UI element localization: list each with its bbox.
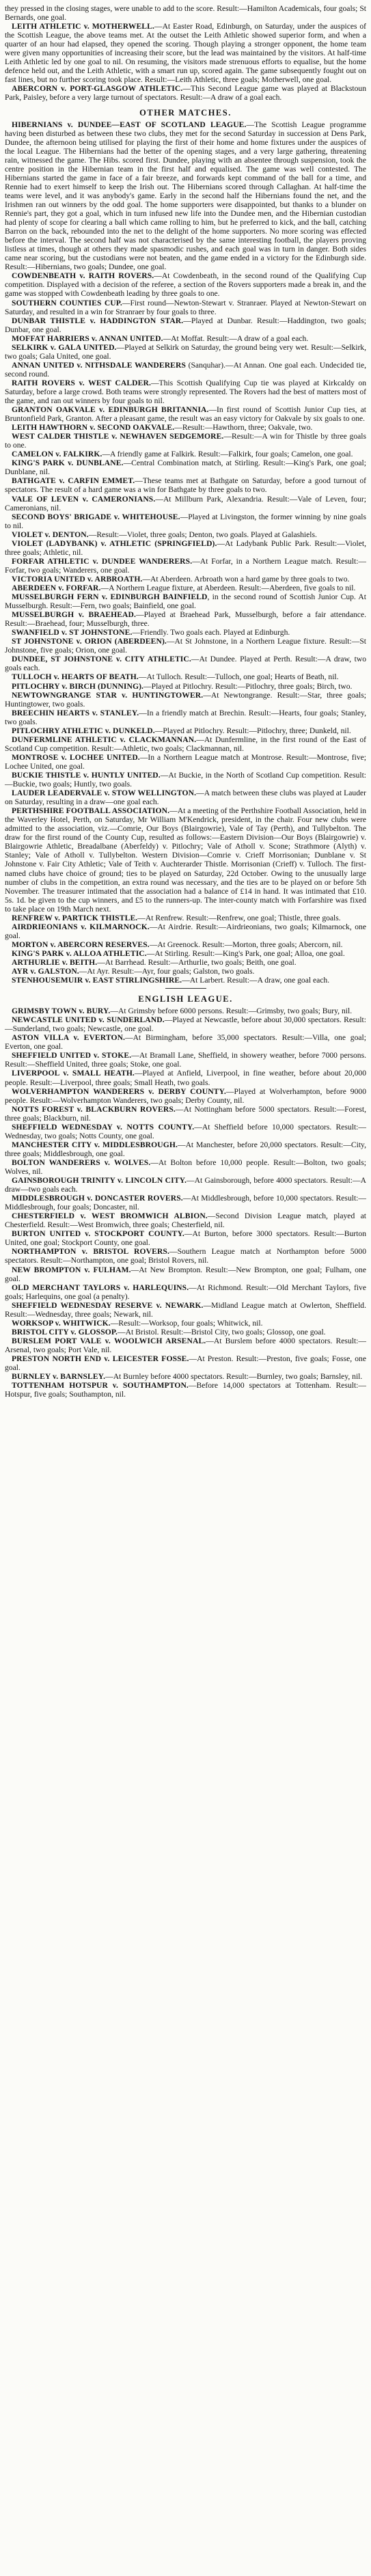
section-divider [165,988,206,989]
report-53: SHEFFIELD WEDNESDAY v. NOTTS COUNTY.—At Sheffield before 10,000 spectators. Result:—Wednesday, two goals; Notts County, one goal. [5,1122,366,1140]
report-68: BURNLEY v. BARNSLEY.—At Burnley before 4000 spectators. Result:—Burnley, two goals; Barnsley, nil. [12,1372,363,1382]
report-3: HIBERNIANS v. DUNDEE—EAST OF SCOTLAND LEAGUE.—The Scottish League programme having been disturbed as between these two clubs, they met for the second Saturday in succession at Dens Park, Dundee, the afternoon being utilised for playing the first of their home and home fixtures under the auspices of the local League. The Hibernians had the better of the opening stages, and a very large gathering, threatening rain, witnessed the game. The Hibs. scored first. Dundee, playing with an absentee through suspension, took the centre position in the Hibernian team in the first half and equalised. The game was well contested. The Hibernians started the game in face of a fair breeze, and forwards kept command of the ball for a time, and Rennie had to exert himself to keep the Irish out. The Hibernians scored through Callaghan. At half-time the teams were level, and it was anybody's game. Early in the second half the Hibernians found the net, and the Irishmen ran out winners by the odd goal. The home supporters were disappointed, but thanks to a blunder on Rennie's part, they got a goal, which in turn infused new life into the Dundee men, and the Hibernian custodian had plenty of scope for clearing a ball which came rolling to him, but he preferred to kick, and the ball, catching Barron on the back, rebounded into the net to the delight of the home supporters. No more scoring was effected before the interval. The second half was not characterised by the same interesting football, the players proving listless at times, though at others they made spasmodic rushes, and each goal was in turn in danger. Both sides came near scoring, but the custodians were not beaten, and the game ended in a victory for the Edinburgh side. Result:—Hibernians, two goals; Dundee, one goal. [5,120,367,272]
report-18: SECOND BOYS' BRIGADE v. WHITEHOUSE.—Played at Livingston, the former winning by nine goals to nil. [5,512,366,530]
report-57: MIDDLESBROUGH v. DONCASTER ROVERS.—At Middlesbrough, before 10,000 spectators. Result:—Middlesbrough, four goals; Doncaster, nil. [5,1194,366,1212]
report-30: PITLOCHRY v. BIRCH (DUNNING).—Played at Pitlochry. Result:—Pitlochry, three goals; Birch, two. [12,681,353,691]
report-22: VICTORIA UNITED v. ARBROATH.—At Aberdeen. Arbroath won a hard game by three goals to two. [12,574,350,584]
report-10: RAITH ROVERS v. WEST CALDER.—This Scottish Qualifying Cup tie was played at Kirkcaldy on Saturday, before a large crowd. Both teams were strongly represented. The Rovers had the best of matters most of the game, and ran out winners by four goals to nil. [5,378,367,406]
report-58: CHESTERFIELD v. WEST BROMWICH ALBION.—Second Division League match, played at Chesterfield. Result:—West Bromwich, three goals; Chesterfield, nil. [5,1211,367,1230]
report-43: ARTHURLIE v. BEITH.—At Barrhead. Result:—Arthurlie, two goals; Beith, one goal. [12,957,297,967]
report-61: NEW BROMPTON v. FULHAM.—At New Brompton. Result:—New Brompton, one goal; Fulham, one goal. [5,1265,366,1283]
report-37: LAUDER LEADERVALE v. STOW WELLINGTON.—A match between these clubs was played at Lauder on Saturday, resulting in a draw—one goal each. [5,789,366,807]
report-41: MORTON v. ABERCORN RESERVES.—At Greenock. Result:—Morton, three goals; Abercorn, nil. [12,940,343,949]
report-62: OLD MERCHANT TAYLORS v. HARLEQUINS.—At Richmond. Result:—Old Merchant Taylors, five goals; Harlequins, one goal (a penalty). [5,1283,366,1301]
report-51: WOLVERHAMPTON WANDERERS v. DERBY COUNTY.—Played at Wolverhampton, before 9000 people. Result:—Wolverhampton Wanderers, two goals; Derby County, nil. [5,1086,366,1105]
report-54: MANCHESTER CITY v. MIDDLESBROUGH.—At Manchester, before 20,000 spectators. Result:—City, three goals; Middlesbrough, one goal. [5,1140,366,1158]
report-67: PRESTON NORTH END v. LEICESTER FOSSE.—At Preston. Result:—Preston, five goals; Fosse, one goal. [5,1354,366,1373]
report-8: SELKIRK v. GALA UNITED.—Played at Selkirk on Saturday, the ground being very wet. Result:—Selkirk, two goals; Gala United, one goal. [5,342,366,361]
report-56: GAINSBOROUGH TRINITY v. LINCOLN CITY.—At Gainsborough, before 4000 spectators. Result:—A draw—two goals each. [5,1176,367,1194]
report-31: NEWTOWNGRANGE STAR v. HUNTINGTOWER.—At Newtongrange. Result:—Star, three goals; Huntingtower, two goals. [5,690,366,709]
report-69: TOTTENHAM HOTSPUR v. SOUTHAMPTON.—Before 14,000 spectators at Tottenham. Result:—Hotspur, five goals; Southampton, nil. [5,1381,366,1399]
report-55: BOLTON WANDERERS v. WOLVES.—At Bolton before 10,000 people. Result:—Bolton, two goals; Wolves, nil. [5,1157,366,1176]
section-heading-english-league: ENGLISH LEAGUE. [138,994,233,1004]
report-65: BRISTOL CITY v. GLOSSOP.—At Bristol. Result:—Bristol City, two goals; Glossop, one goal. [12,1327,326,1337]
report-16: BATHGATE v. CARFIN EMMET.—These teams met at Bathgate on Saturday, before a good turnout of spectators. The result of a hard game was a win for Bathgate by three goals to two. [5,476,367,495]
report-34: DUNFERMLINE ATHLETIC v. CLACKMANNAN.—At Dunfermline, in the first round of the East of Scotland Cup competition. Result:—Athletic, two goals; Clackmannan, nil. [5,735,366,753]
report-63: SHEFFIELD WEDNESDAY RESERVE v. NEWARK.—Midland League match at Owlerton, Sheffield. Result:—Wednesday, three goals; Newark, nil. [5,1300,366,1319]
report-29: TULLOCH v. HEARTS OF BEATH.—At Tulloch. Result:—Tulloch, one goal; Hearts of Beath, nil. [12,672,339,682]
section-scottish [5,22,366,985]
report-49: SHEFFIELD UNITED v. STOKE.—At Bramall Lane, Sheffield, in showery weather, before 7000 persons. Result:—Sheffield United, three goals; Stoke, one goal. [5,1051,366,1069]
report-25: MUSSELBURGH v. BRAEHEAD.—Played at Braehead Park, Musselburgh, before a fair attendance. Result:—Braehead, four; Musselburgh, three. [5,610,366,629]
report-44: AYR v. GALSTON.—At Ayr. Result:—Ayr, four goals; Galston, two goals. [12,967,255,976]
section-english [5,1006,366,1399]
report-5: SOUTHERN COUNTIES CUP.—First round—Newton-Stewart v. Stranraer. Played at Newton-Stewart on Saturday, and resulted in a win for Stranraer by four goals to three. [5,298,366,316]
report-23: ABERDEEN v. FORFAR.—A Northern League fixture, at Aberdeen. Result:—Aberdeen, five goals to nil. [12,584,356,592]
report-66: BURSLEM PORT VALE v. WOOLWICH ARSENAL.—At Burslem before 4000 spectators. Result:—Arsenal, two goals; Port Vale, nil. [5,1336,366,1354]
report-39: RENFREW v. PARTICK THISTLE.—At Renfrew. Result:—Renfrew, one goal; Thistle, three goals. [12,913,341,922]
report-17: VALE OF LEVEN v. CAMERONIANS.—At Millburn Park, Alexandria. Result:—Vale of Leven, four; Cameronians, nil. [5,494,366,512]
report-47: NEWCASTLE UNITED v. SUNDERLAND.—Played at Newcastle, before about 30,000 spectators. Result:—Sunderland, two goals; Newcastle, one goal. [5,1015,366,1034]
report-36: BUCKIE THISTLE v. HUNTLY UNITED.—At Buckie, in the North of Scotland Cup competition. Result:—Buckie, two goals; Huntly, two goals. [5,770,367,789]
report-1: LEITH ATHLETIC v. MOTHERWELL.—At Easter Road, Edinburgh, on Saturday, under the auspices of the Scottish League, the above teams met. At the outset the Leith Athletic showed superior form, and when a quarter of an hour had elapsed, they opened the scoring. Though playing a stronger opponent, the home team were given many opportunities of increasing their score, but the lead was maintained by the visitors. At half-time Leith Athletic led by one goal to nil. On resuming, the visitors made strenuous efforts to equalise, but the home defence held out, and the Leith Athletic, with a smart run up, scored again. The game subsequently fought out on fast lines, but no further scoring took place. Result:—Leith Athletic, three goals; Motherwell, one goal. [5,22,366,85]
report-9: ANNAN UNITED v. NITHSDALE WANDERERS (Sanquhar).—At Annan. One goal each. Undecided tie, second round. [5,360,367,379]
report-27: ST JOHNSTONE v. ORION (ABERDEEN).—At St Johnstone, in a Northern League fixture. Result:—St Johnstone, five goals; Orion, one goal. [5,637,366,655]
report-6: DUNBAR THISTLE v. HADDINGTON STAR.—Played at Dunbar. Result:—Haddington, two goals; Dunbar, one goal. [5,316,366,334]
report-12: LEITH HAWTHORN v. SECOND OAKVALE.—Result:—Hawthorn, three; Oakvale, two. [12,423,313,433]
report-7: MOFFAT HARRIERS v. ANNAN UNITED.—At Moffat. Result:—A draw of a goal each. [12,333,309,343]
text-para-0: they pressed in the closing stages, were unable to add to the score. Result:—Hamilton Academicals, four goals; St Bernards, one goal. [5,4,366,23]
report-48: ASTON VILLA v. EVERTON.—At Birmingham, before 35,000 spectators. Result:—Villa, one goal; Everton, one goal. [5,1033,366,1052]
report-21: FORFAR ATHLETIC v. DUNDEE WANDERERS.—At Forfar, in a Northern League match. Result:—Forfar, two goals; Wanderers, one goal. [5,556,367,575]
report-24: MUSSELBURGH FERN v. EDINBURGH BAINFIELD, in the second round of Scottish Junior Cup. At Musselburgh. Result:—Fern, two goals; Bainfield, one goal. [5,592,366,611]
report-40: AIRDRIEONIANS v. KILMARNOCK.—At Airdrie. Result:—Airdrieonians, two goals; Kilmarnock, one goal. [5,922,366,940]
report-64: WORKSOP v. WHITWICK.—Result:—Worksop, four goals; Whitwick, nil. [12,1318,263,1328]
report-50: LIVERPOOL v. SMALL HEATH.—Played at Anfield, Liverpool, in fine weather, before about 20,000 people. Result:—Liverpool, three goals; Small Heath, two goals. [5,1069,366,1087]
report-19: VIOLET v. DENTON.—Result:—Violet, three goals; Denton, two goals. Played at Galashiels. [12,530,317,539]
report-32: BREECHIN HEARTS v. STANLEY.—In a friendly match at Brechin. Result:—Hearts, four goals; Stanley, two goals. [5,708,366,726]
report-13: WEST CALDER THISTLE v. NEWHAVEN SEDGEMORE.—Result:—A win for Thistle by three goals to one. [5,432,366,450]
report-52: NOTTS FOREST v. BLACKBURN ROVERS.—At Nottingham before 5000 spectators. Result:—Forest, three goals; Blackburn, nil. [5,1104,366,1123]
report-33: PITLOCHRY ATHLETIC v. DUNKELD.—Played at Pitlochry. Result:—Pitlochry, three; Dunkeld, nil. [12,726,351,735]
report-42: KING'S PARK v. ALLOA ATHLETIC.—At Stirling. Result:—King's Park, one goal; Alloa, one goal. [12,948,345,958]
section-heading-other-matches: OTHER MATCHES. [139,107,232,118]
report-15: KING'S PARK v. DUNBLANE.—Central Combination match, at Stirling. Result:—King's Park, one goal; Dunblane, nil. [5,458,366,477]
report-14: CAMELON v. FALKIRK.—A friendly game at Falkirk. Result:—Falkirk, four goals; Camelon, one goal. [12,450,353,459]
report-28: DUNDEE, ST JOHNSTONE v. CITY ATHLETIC.—At Dundee. Played at Perth. Result:—A draw, two goals each. [5,655,366,673]
report-46: GRIMSBY TOWN v. BURY.—At Grimsby before 6000 persons. Result:—Grimsby, two goals; Bury, nil. [12,1006,353,1016]
report-20: VIOLET (LADYBANK) v. ATHLETIC (SPRINGFIELD).—At Ladybank Public Park. Result:—Violet, three goals; Athletic, nil. [5,538,366,557]
report-2: ABERCORN v. PORT-GLASGOW ATHLETIC.—This Second League game was played at Blackstoun Park, Paisley, before a very large turnout of spectators. Result:—A draw of a goal each. [5,84,367,102]
report-11: GRANTON OAKVALE v. EDINBURGH BRITANNIA.—In first round of Scottish Junior Cup ties, at Bruntonfield Park, Granton. After a pleasant game, the result was an easy victory for Oakvale by six goals to one. [5,405,366,424]
report-4: COWDENBEATH v. RAITH ROVERS.—At Cowdenbeath, in the second round of the Qualifying Cup competition. Displayed with a decision of the referee, a section of the Rovers supporters made a break in, and the game was stopped with Cowdenbeath leading by three goals to one. [5,271,366,299]
report-26: SWANFIELD v. ST JOHNSTONE.—Friendly. Two goals each. Played at Edinburgh. [12,628,290,638]
report-60: NORTHAMPTON v. BRISTOL ROVERS.—Southern League match at Northampton before 5000 spectators. Result:—Northampton, one goal; Bristol Rovers, nil. [5,1247,366,1265]
report-35: MONTROSE v. LOCHEE UNITED.—In a Northern League match at Montrose. Result:—Montrose, five; Lochee United, one goal. [5,752,366,771]
report-45: STENHOUSEMUIR v. EAST STIRLINGSHIRE.—At Larbert. Result:—A draw, one goal each. [12,976,330,985]
report-38: PERTHSHIRE FOOTBALL ASSOCIATION.—At a meeting of the Perthshire Football Association, held in the Waverley Hotel, Perth, on Saturday, Mr William M'Kendrick, president, in the chair. Four new clubs were admitted to the association, viz.—Comrie, Our Boys (Blairgowrie), Vale of Tay (Perth), and Tullybelton. The draw for the first round of the County Cup, resulted as follows:—Eastern Division—Our Boys (Blairgowrie) v. Blairgowrie Athletic, Breadalbane (Aberfeldy) v. Pitlochry; Vale of Atholl v. Scone; Strathmore (Alyth) v. Stanley; Vale of Atholl v. Tullybelton. Western Division—Comrie v. Crieff Morrisonian; Dunblane v. St Johnstone v. Fair City Athletic; Vale of Teith v. Auchterarder Thistle. Morrisonian (Crieff) v. Tulloch. The first-named clubs have choice of ground; ties to be played on Saturday, 22d October. Owing to the unusually large number of clubs in the competition, an extra round was necessary, and the ties are to be played on or before 5th November. The treasurer intimated that the association had a balance of £14 in hand. It was intimated that £10. 5s. 1d. be given to the cup winners, and £5 to the runners-up. The inter-county match with Forfarshire was fixed to take place on 19th March next. [5,806,366,914]
report-59: BURTON UNITED v. STOCKPORT COUNTY.—At Burton, before 3000 spectators. Result:—Burton United, one goal; Stockport County, one goal. [5,1229,366,1248]
